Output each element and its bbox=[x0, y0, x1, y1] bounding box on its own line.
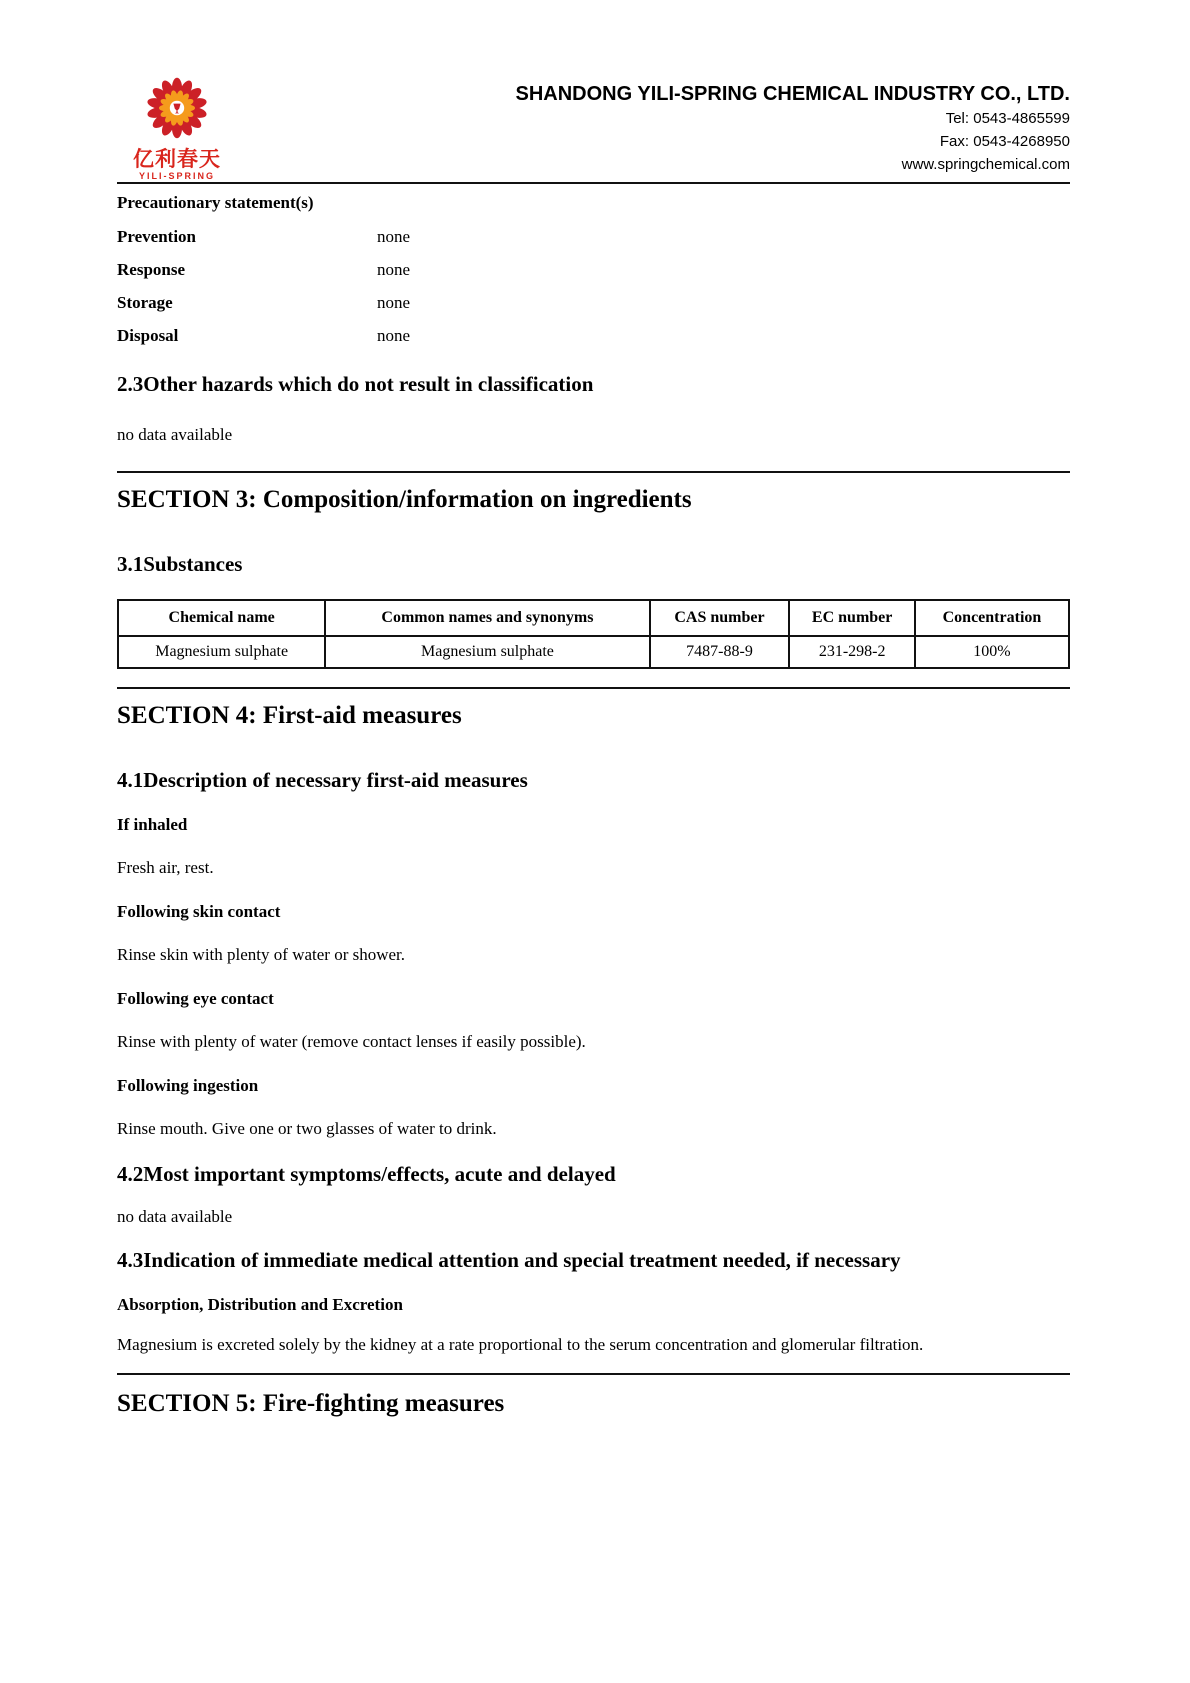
firstaid-label-ingestion: Following ingestion bbox=[117, 1076, 259, 1095]
heading-3-1-substances: 3.1Substances bbox=[117, 552, 243, 576]
heading-2-3-other-hazards: 2.3Other hazards which do not result in classification bbox=[117, 372, 594, 396]
section-divider bbox=[117, 1373, 1070, 1375]
absorption-body: Magnesium is excreted solely by the kidney at a rate proportional to the serum concentration and glomerular filtration. bbox=[117, 1335, 924, 1354]
precautionary-row-response bbox=[117, 260, 1070, 279]
logo-chinese-text: 亿利春天 bbox=[133, 148, 221, 171]
col-header-concentration: Concentration bbox=[915, 600, 1069, 636]
col-header-ec-number: EC number bbox=[789, 600, 915, 636]
heading-4-3: 4.3Indication of immediate medical attention and special treatment needed, if necessary bbox=[117, 1248, 901, 1272]
cell-ec-number: 231-298-2 bbox=[789, 636, 915, 668]
firstaid-label-inhaled: If inhaled bbox=[117, 815, 188, 834]
company-name: SHANDONG YILI-SPRING CHEMICAL INDUSTRY CO., LTD. bbox=[515, 83, 1070, 105]
precautionary-title: Precautionary statement(s) bbox=[117, 193, 314, 212]
logo-english-text: YILI-SPRING bbox=[138, 171, 215, 181]
cell-cas-number: 7487-88-9 bbox=[650, 636, 790, 668]
firstaid-text-ingestion: Rinse mouth. Give one or two glasses of water to drink. bbox=[117, 1119, 497, 1138]
row-label: Storage bbox=[117, 293, 173, 312]
row-value: none bbox=[377, 260, 411, 279]
document-header bbox=[117, 70, 1070, 182]
heading-4-1: 4.1Description of necessary first-aid measures bbox=[117, 768, 528, 792]
heading-section-5: SECTION 5: Fire-fighting measures bbox=[117, 1390, 505, 1417]
col-header-chemical-name: Chemical name bbox=[118, 600, 325, 636]
section-divider bbox=[117, 687, 1070, 689]
firstaid-text-eye: Rinse with plenty of water (remove contact lenses if easily possible). bbox=[117, 1032, 586, 1051]
table-header-row bbox=[118, 600, 1069, 636]
cell-concentration: 100% bbox=[915, 636, 1069, 668]
cell-common-names: Magnesium sulphate bbox=[325, 636, 649, 668]
ingredients-table bbox=[117, 599, 1070, 669]
row-label: Disposal bbox=[117, 326, 179, 345]
cell-chemical-name: Magnesium sulphate bbox=[118, 636, 325, 668]
row-label: Response bbox=[117, 260, 186, 279]
precautionary-row-disposal bbox=[117, 326, 1070, 345]
section-divider bbox=[117, 471, 1070, 473]
company-logo bbox=[117, 72, 237, 182]
firstaid-text-skin: Rinse skin with plenty of water or shower. bbox=[117, 945, 406, 964]
firstaid-label-eye: Following eye contact bbox=[117, 989, 274, 1008]
row-value: none bbox=[377, 326, 411, 345]
precautionary-row-prevention bbox=[117, 227, 1070, 246]
company-tel: Tel: 0543-4865599 bbox=[945, 110, 1070, 127]
precautionary-row-storage bbox=[117, 293, 1070, 312]
header-divider bbox=[117, 182, 1070, 184]
company-info bbox=[516, 82, 1070, 175]
company-website: www.springchemical.com bbox=[901, 156, 1070, 173]
hazards-body: no data available bbox=[117, 425, 233, 444]
table-row bbox=[118, 636, 1069, 668]
row-value: none bbox=[377, 227, 411, 246]
symptoms-body: no data available bbox=[117, 1207, 233, 1226]
col-header-common-names: Common names and synonyms bbox=[325, 600, 649, 636]
company-fax: Fax: 0543-4268950 bbox=[939, 133, 1070, 150]
firstaid-text-inhaled: Fresh air, rest. bbox=[117, 858, 214, 877]
heading-section-3: SECTION 3: Composition/information on ingredients bbox=[117, 486, 692, 513]
heading-4-2: 4.2Most important symptoms/effects, acute and delayed bbox=[117, 1162, 616, 1186]
row-value: none bbox=[377, 293, 411, 312]
flower-logo-icon bbox=[138, 72, 216, 144]
firstaid-label-skin: Following skin contact bbox=[117, 902, 281, 921]
heading-section-4: SECTION 4: First-aid measures bbox=[117, 702, 462, 729]
absorption-label: Absorption, Distribution and Excretion bbox=[117, 1295, 403, 1314]
row-label: Prevention bbox=[117, 227, 197, 246]
col-header-cas-number: CAS number bbox=[650, 600, 790, 636]
